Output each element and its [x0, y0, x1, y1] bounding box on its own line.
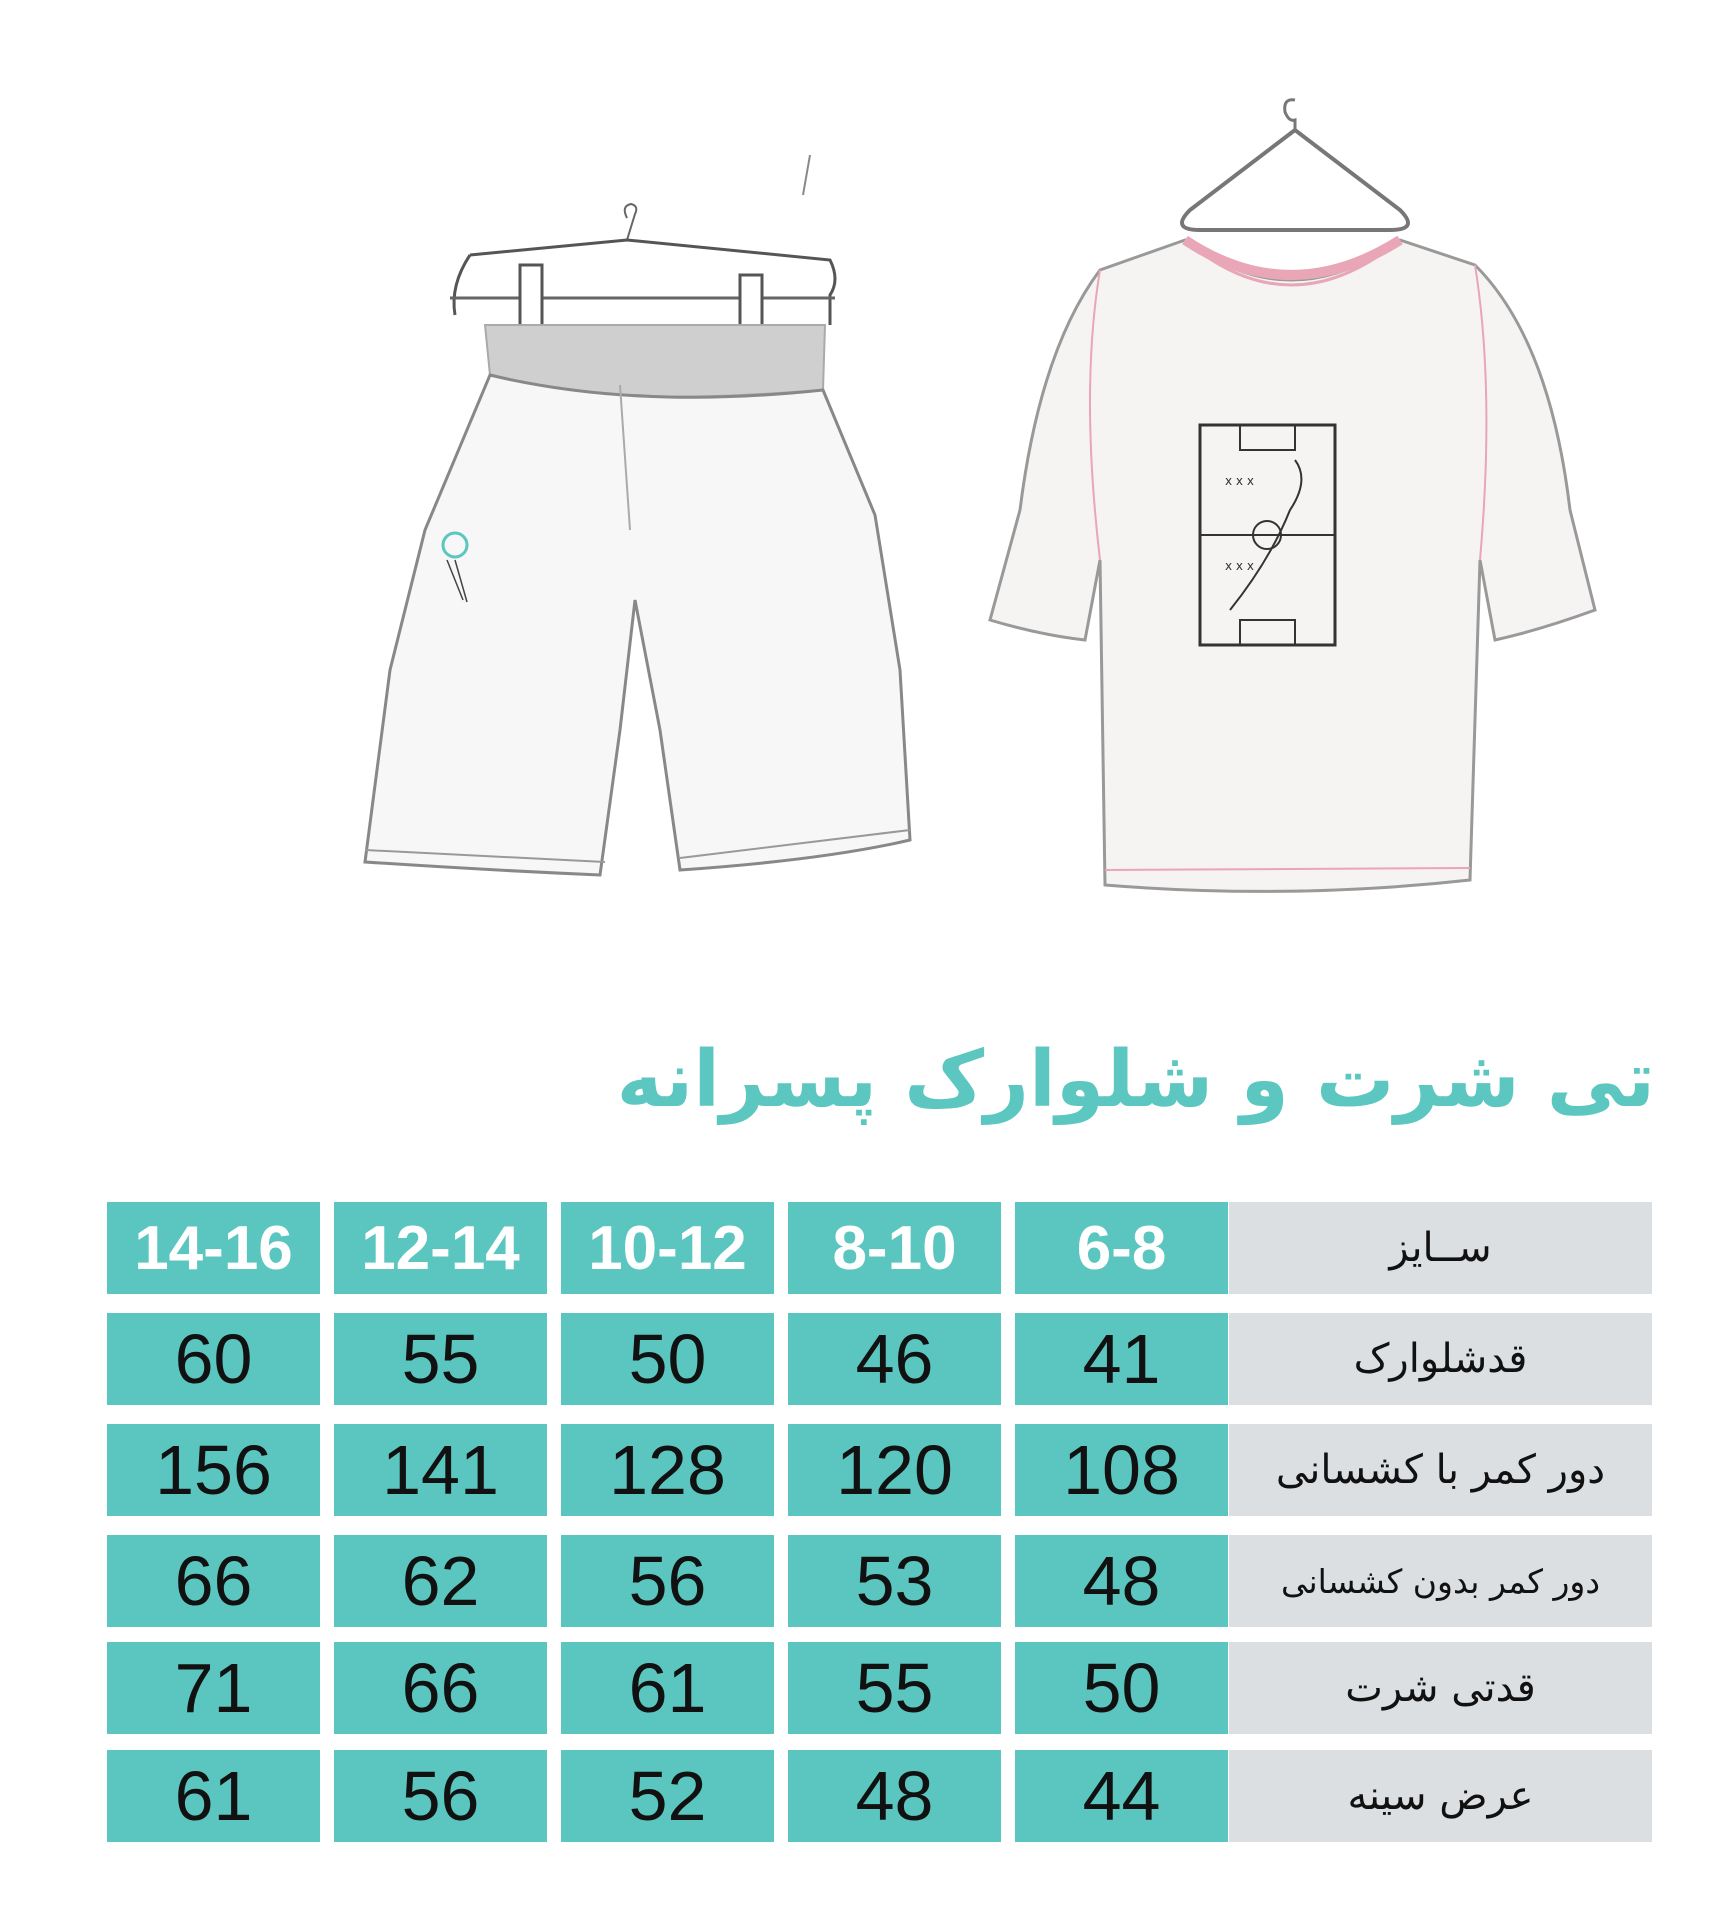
table-cell: 156	[107, 1424, 320, 1516]
table-cell: 71	[107, 1642, 320, 1734]
size-header: 8-10	[788, 1202, 1001, 1294]
table-cell: 48	[1015, 1535, 1228, 1627]
row-label: ســایز	[1229, 1202, 1652, 1294]
table-cell: 53	[788, 1535, 1001, 1627]
table-cell: 41	[1015, 1313, 1228, 1405]
size-header: 12-14	[334, 1202, 547, 1294]
table-cell: 141	[334, 1424, 547, 1516]
row-label: دور کمر بدون کشسانی	[1229, 1535, 1652, 1627]
row-label: عرض سینه	[1229, 1750, 1652, 1842]
table-cell: 52	[561, 1750, 774, 1842]
size-header: 6-8	[1015, 1202, 1228, 1294]
table-cell: 55	[334, 1313, 547, 1405]
table-cell: 61	[561, 1642, 774, 1734]
table-cell: 46	[788, 1313, 1001, 1405]
table-cell: 50	[1015, 1642, 1228, 1734]
row-label: دور کمر با کشسانی	[1229, 1424, 1652, 1516]
table-cell: 50	[561, 1313, 774, 1405]
tshirt-illustration	[950, 90, 1640, 910]
table-cell: 55	[788, 1642, 1001, 1734]
table-cell: 66	[107, 1535, 320, 1627]
table-cell: 56	[561, 1535, 774, 1627]
row-label: قدتی شرت	[1229, 1642, 1652, 1734]
page-title: تی شرت و شلوارک پسرانه	[616, 1035, 1655, 1125]
size-header: 10-12	[561, 1202, 774, 1294]
svg-text:x x x: x x x	[1225, 559, 1254, 573]
table-cell: 66	[334, 1642, 547, 1734]
svg-text:x x x: x x x	[1225, 474, 1254, 488]
size-header: 14-16	[107, 1202, 320, 1294]
row-label: قدشلوارک	[1229, 1313, 1652, 1405]
table-cell: 48	[788, 1750, 1001, 1842]
table-cell: 44	[1015, 1750, 1228, 1842]
shorts-illustration	[355, 150, 935, 910]
table-cell: 61	[107, 1750, 320, 1842]
table-cell: 62	[334, 1535, 547, 1627]
table-cell: 108	[1015, 1424, 1228, 1516]
table-cell: 128	[561, 1424, 774, 1516]
table-cell: 60	[107, 1313, 320, 1405]
table-cell: 56	[334, 1750, 547, 1842]
table-cell: 120	[788, 1424, 1001, 1516]
